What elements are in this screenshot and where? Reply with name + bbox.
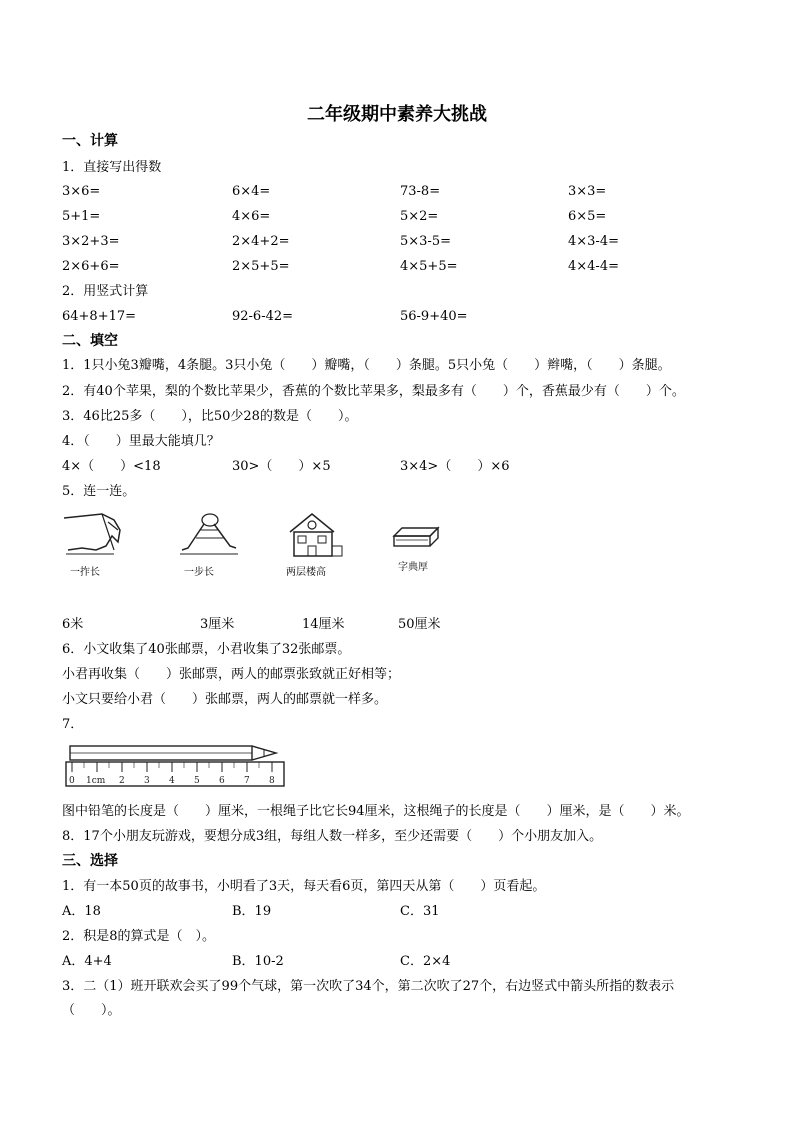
choice-question-3-blank: （ ）。 <box>62 1003 121 1018</box>
match-option: 6米 <box>62 617 84 632</box>
two-story-building-caption: 两层楼高 <box>286 567 326 578</box>
fill-q4-item: 3×4>（ ）×6 <box>400 459 510 474</box>
ruler-label: 5 <box>194 776 200 786</box>
calc-cell: 6×4= <box>232 184 271 199</box>
calc-cell: 4×5+5= <box>400 259 458 274</box>
fill-question-6a: 小君再收集（ ）张邮票，两人的邮票张致就正好相等； <box>62 667 401 682</box>
calc-cell: 4×3-4= <box>568 234 619 249</box>
fill-q4-item: 4×（ ）<18 <box>62 459 161 474</box>
fill-question-7: 7． <box>62 717 84 732</box>
ruler-label: 4 <box>169 776 175 786</box>
calc-cell: 4×6= <box>232 209 271 224</box>
calc-cell: 6×5= <box>568 209 607 224</box>
section-heading-fill: 二、填空 <box>62 333 118 349</box>
ruler-label: 8 <box>269 776 275 786</box>
choice-option: A．4+4 <box>62 954 112 969</box>
ruler-label: 0 <box>69 776 75 786</box>
fill-question-6: 6．小文收集了40张邮票，小君收集了32张邮票。 <box>62 642 351 657</box>
dictionary-caption: 字典厚 <box>398 562 428 573</box>
hand-span-caption: 一拃长 <box>70 567 100 578</box>
pencil-ruler-picture <box>64 740 288 790</box>
choice-option: B．19 <box>232 904 272 919</box>
step-length-caption: 一步长 <box>184 567 214 578</box>
vertical-calc-item: 56-9+40= <box>400 309 468 324</box>
fill-q4-item: 30>（ ）×5 <box>232 459 331 474</box>
choice-option: C．2×4 <box>400 954 451 969</box>
section-heading-calc: 一、计算 <box>62 133 118 149</box>
fill-question-7-text: 图中铅笔的长度是（ ）厘米，一根绳子比它长94厘米，这根绳子的长度是（ ）厘米，是（ ）米。 <box>62 804 690 819</box>
ruler-label: 6 <box>219 776 225 786</box>
calc-cell: 5×2= <box>400 209 439 224</box>
question-vertical-calc: 2．用竖式计算 <box>62 284 149 299</box>
fill-question-6b: 小文只要给小君（ ）张邮票，两人的邮票就一样多。 <box>62 692 388 707</box>
ruler-label: 2 <box>119 776 125 786</box>
fill-question-5: 5．连一连。 <box>62 484 136 499</box>
choice-option: B．10-2 <box>232 954 284 969</box>
calc-cell: 2×6+6= <box>62 259 120 274</box>
fill-question-4: 4．（ ）里最大能填几？ <box>62 434 220 449</box>
calc-cell: 3×6= <box>62 184 101 199</box>
ruler-label: 7 <box>244 776 250 786</box>
choice-question-3: 3．二（1）班开联欢会买了99个气球，第一次吹了34个，第二次吹了27个，右边竖式中箭头所指的数表示 <box>62 979 675 994</box>
ruler-label: 1cm <box>86 776 106 786</box>
calc-cell: 3×3= <box>568 184 607 199</box>
choice-question-2: 2．积是8的算式是（ ）。 <box>62 929 216 944</box>
calc-cell: 5×3-5= <box>400 234 451 249</box>
fill-question-1: 1．1只小兔3瓣嘴，4条腿。3只小兔（ ）瓣嘴，（ ）条腿。5只小兔（ ）辫嘴，（ ）条腿。 <box>62 358 671 373</box>
choice-option: A．18 <box>62 904 101 919</box>
fill-question-3: 3．46比25多（ ），比50少28的数是（ ）。 <box>62 409 358 424</box>
calc-cell: 73-8= <box>400 184 441 199</box>
fill-question-2: 2．有40个苹果，梨的个数比苹果少，香蕉的个数比苹果多，梨最多有（ ）个，香蕉最少有（ ）个。 <box>62 384 685 399</box>
match-option: 3厘米 <box>200 617 235 632</box>
calc-cell: 4×4-4= <box>568 259 619 274</box>
calc-cell: 3×2+3= <box>62 234 120 249</box>
choice-question-1: 1．有一本50页的故事书，小明看了3天，每天看6页，第四天从第（ ）页看起。 <box>62 879 546 894</box>
calc-cell: 2×5+5= <box>232 259 290 274</box>
ruler-label: 3 <box>144 776 150 786</box>
vertical-calc-item: 64+8+17= <box>62 309 137 324</box>
calc-cell: 2×4+2= <box>232 234 290 249</box>
choice-option: C．31 <box>400 904 440 919</box>
question-direct-answer: 1．直接写出得数 <box>62 160 162 175</box>
match-option: 50厘米 <box>398 617 441 632</box>
page-title: 二年级期中素养大挑战 <box>307 104 487 125</box>
section-heading-choice: 三、选择 <box>62 853 118 869</box>
fill-question-8: 8．17个小朋友玩游戏，要想分成3组，每组人数一样多，至少还需要（ ）个小朋友加入。 <box>62 829 603 844</box>
calc-cell: 5+1= <box>62 209 101 224</box>
match-option: 14厘米 <box>302 617 345 632</box>
vertical-calc-item: 92-6-42= <box>232 309 294 324</box>
